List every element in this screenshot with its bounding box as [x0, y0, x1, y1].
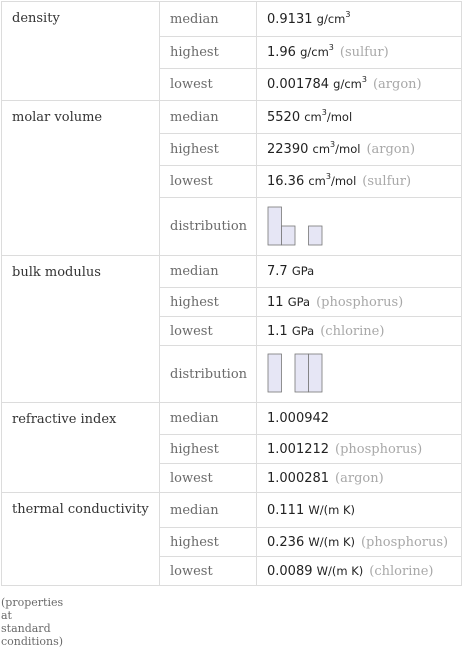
- row-label-highest: highest: [160, 37, 257, 69]
- bulk-modulus-highest-value: 11 GPa (phosphorus): [257, 288, 462, 317]
- density-lowest-value: 0.001784 $g/cm^3$ (argon): [257, 69, 462, 101]
- bulk-modulus-hist-bar-3: [309, 354, 323, 392]
- bulk-modulus-lowest-value: 1.1 GPa (chlorine): [257, 317, 462, 346]
- molar-volume-histogram: [267, 205, 347, 249]
- bulk-modulus-hist-bar-2: [295, 354, 309, 392]
- thermal-conductivity-lowest-value: 0.0089 W/(m K) (chlorine): [257, 557, 462, 586]
- molar-volume-distribution: [257, 198, 462, 256]
- row-label-median: median: [160, 101, 257, 134]
- row-label-lowest: lowest: [160, 69, 257, 101]
- bulk-modulus-distribution: [257, 346, 462, 403]
- row-label-highest: highest: [160, 288, 257, 317]
- row-label-median: median: [160, 256, 257, 288]
- row-label-distribution: distribution: [160, 198, 257, 256]
- molar-volume-hist-bar-3: [309, 226, 323, 245]
- row-label-highest: highest: [160, 528, 257, 557]
- bulk-modulus-hist-bar-0: [268, 354, 282, 392]
- molar-volume-median-value: 5520 $cm^3$/mol: [257, 101, 462, 134]
- property-name-molar-volume: molar volume: [2, 101, 160, 256]
- properties-table: [1, 1, 462, 586]
- bulk-modulus-median-value: 7.7 GPa: [257, 256, 462, 288]
- footnote: (properties at standard conditions): [1, 596, 64, 648]
- thermal-conductivity-highest-value: 0.236 W/(m K) (phosphorus): [257, 528, 462, 557]
- molar-volume-lowest-value: 16.36 $cm^3$/mol (sulfur): [257, 166, 462, 198]
- row-label-median: median: [160, 2, 257, 37]
- molar-volume-hist-bar-1: [282, 226, 296, 245]
- property-name-refractive-index: refractive index: [2, 403, 160, 493]
- property-name-density: density: [2, 2, 160, 101]
- refractive-index-median-value: 1.000942: [257, 403, 462, 435]
- property-name-bulk-modulus: bulk modulus: [2, 256, 160, 403]
- molar-volume-highest-value: 22390 $cm^3$/mol (argon): [257, 134, 462, 166]
- molar-volume-hist-bar-0: [268, 207, 282, 245]
- row-label-median: median: [160, 403, 257, 435]
- row-label-lowest: lowest: [160, 166, 257, 198]
- row-label-distribution: distribution: [160, 346, 257, 403]
- bulk-modulus-histogram: [267, 352, 347, 396]
- density-highest-value: 1.96 $g/cm^3$ (sulfur): [257, 37, 462, 69]
- row-label-lowest: lowest: [160, 464, 257, 493]
- thermal-conductivity-median-value: 0.111 W/(m K): [257, 493, 462, 528]
- row-label-lowest: lowest: [160, 557, 257, 586]
- refractive-index-highest-value: 1.001212 (phosphorus): [257, 435, 462, 464]
- row-label-median: median: [160, 493, 257, 528]
- row-label-highest: highest: [160, 134, 257, 166]
- density-median-value: 0.9131 $g/cm^3$: [257, 2, 462, 37]
- row-label-lowest: lowest: [160, 317, 257, 346]
- row-label-highest: highest: [160, 435, 257, 464]
- refractive-index-lowest-value: 1.000281 (argon): [257, 464, 462, 493]
- property-name-thermal-conductivity: thermal conductivity: [2, 493, 160, 586]
